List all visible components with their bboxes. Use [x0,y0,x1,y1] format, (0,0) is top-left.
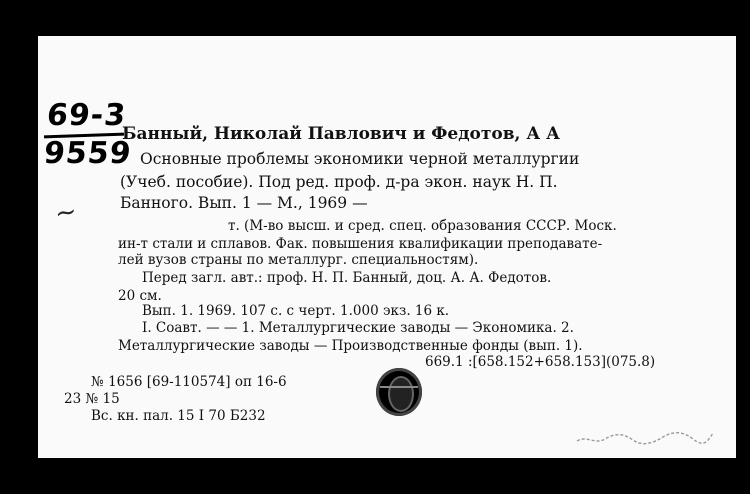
title-line-2: (Учеб. пособие). Под ред. проф. д-ра экон. наук Н. П. [120,173,558,191]
scan-border-bottom [0,458,750,494]
note-line-2: 20 см. [118,288,162,304]
subject-line-1: I. Соавт. — — 1. Металлургические заводы — Экономика. 2. [142,320,574,336]
imprint-line-1: т. (М-во высш. и сред. спец. образования СССР. Моск. [228,218,617,234]
scan-border-left [0,0,38,494]
imprint-line-3: лей вузов страны по металлург. специальностям). [118,252,479,268]
pencil-scribble [575,425,715,447]
call-number-line2: 9559 [42,136,134,171]
scan-border-top [0,0,750,36]
punch-hole-stripe [380,386,418,388]
subject-line-2: Металлургические заводы — Производственные фонды (вып. 1). [118,338,583,354]
classification-number: 669.1 :[658.152+658.153](075.8) [425,354,656,370]
footer-line-1: № 1656 [69-110574] оп 16-6 [91,374,287,390]
imprint-line-2: ин-т стали и сплавов. Фак. повышения квалификации преподавате- [118,236,603,252]
footer-line-2: 23 № 15 [64,391,120,407]
footer-line-3: Вс. кн. пал. 15 I 70 Б232 [91,408,266,424]
volume-line: Вып. 1. 1969. 107 с. с черт. 1.000 экз. 16 к. [142,303,450,319]
call-number-line1: 69-3 [45,98,128,133]
note-line-1: Перед загл. авт.: проф. Н. П. Банный, доц. А. А. Федотов. [142,270,552,286]
title-line-1: Основные проблемы экономики черной металлургии [140,150,580,168]
title-line-3: Банного. Вып. 1 — М., 1969 — [120,194,368,212]
scan-border-right [736,0,750,494]
punch-hole-inner [388,376,414,412]
card-heading: Банный, Николай Павлович и Федотов, А А [122,124,560,144]
handwritten-mark: ~ [52,196,80,230]
